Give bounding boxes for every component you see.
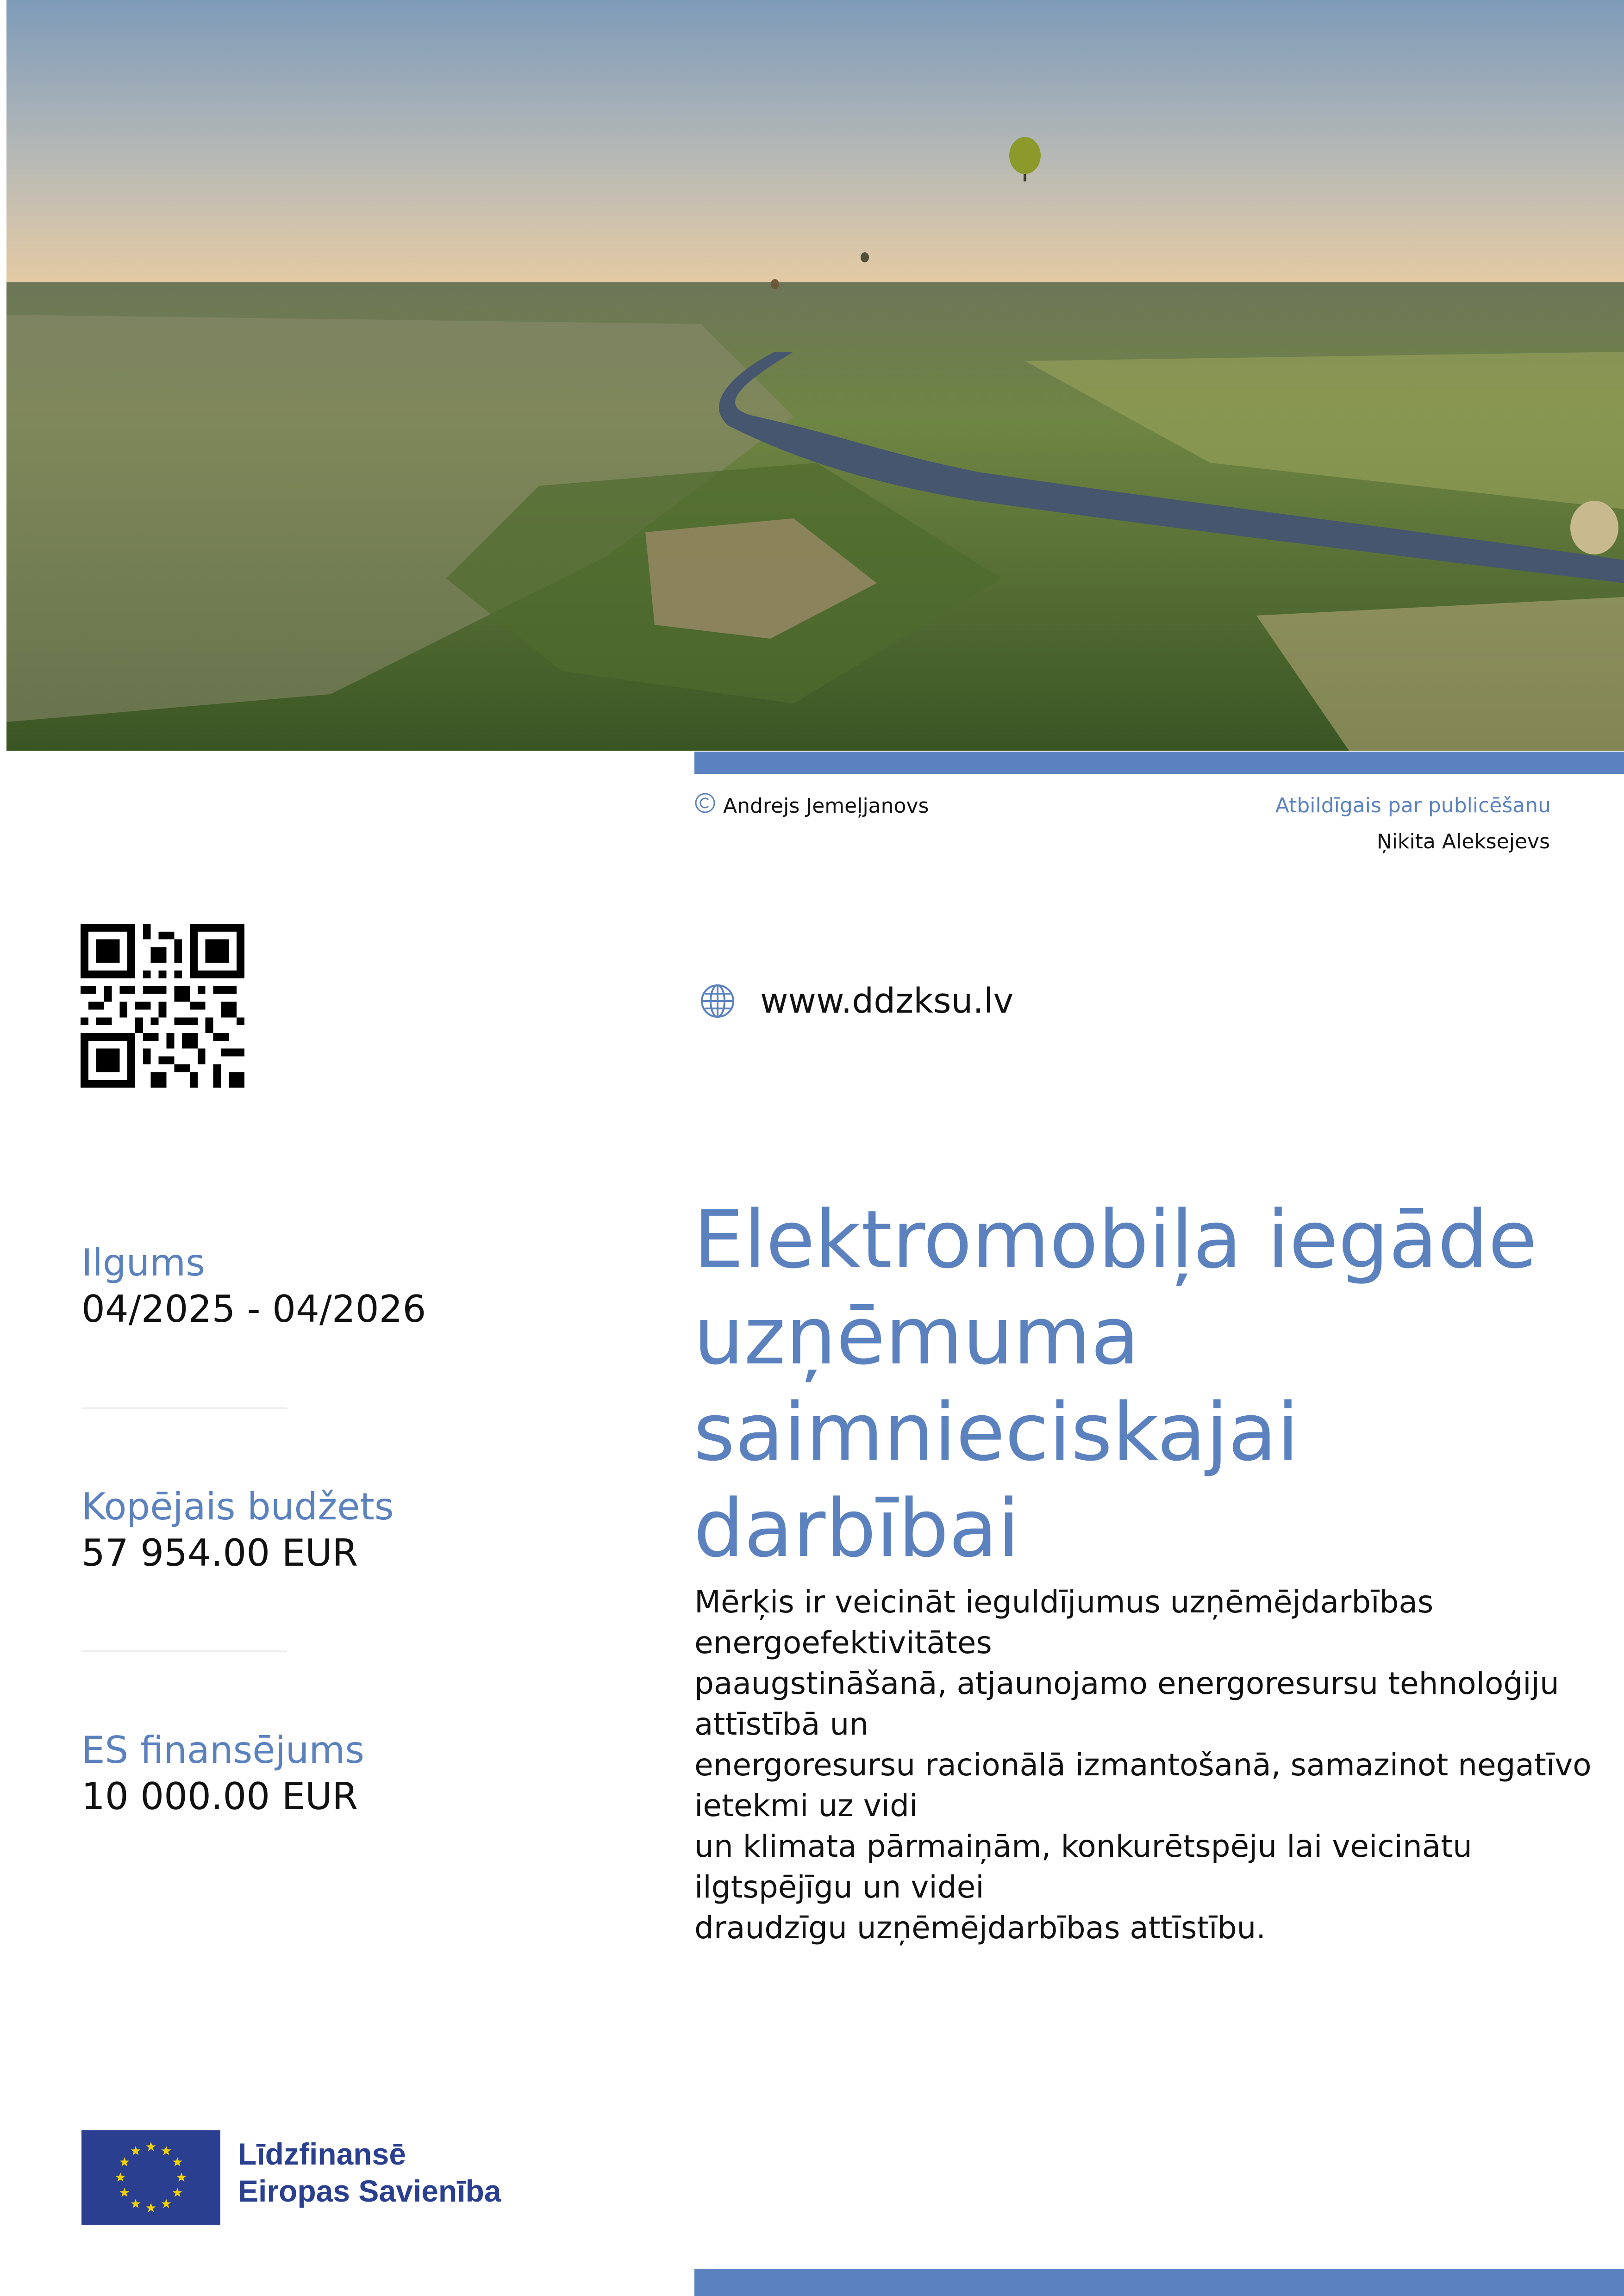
publication-responsible-label: Atbildīgais par publicēšanu — [1275, 794, 1551, 817]
divider — [81, 1650, 287, 1652]
accent-bar-top — [694, 752, 1624, 774]
eu-flag-icon — [81, 2130, 220, 2225]
divider — [81, 1407, 287, 1409]
copyright-icon — [694, 792, 723, 819]
eu-star — [173, 2188, 182, 2197]
duration-label: Ilgums — [81, 1241, 205, 1284]
globe-icon — [699, 983, 736, 1020]
eu-funding-label: ES finansējums — [81, 1729, 365, 1772]
eu-cofinanced-logo-text — [238, 2135, 501, 2209]
eu-star — [173, 2157, 182, 2166]
duration-value: 04/2025 - 04/2026 — [81, 1288, 426, 1331]
website-url[interactable]: www.ddzksu.lv — [760, 981, 1014, 1021]
project-description: Mērķis ir veicināt ieguldījumus uzņēmējdarbības energoefektivitātes paaugstināšanā, atjaunojamo energoresursu tehnoloģiju attīstībā un energoresursu racionālā izmantošanā, samazinot negatīvo ietekmi uz vidi un klimata pārmaiņām, konkurētspēju lai veicinātu ilgtspējīgu un videi draudzīgu uzņēmējdarbības attīstību. — [694, 1584, 1592, 1946]
accent-bar-bottom — [694, 2269, 1624, 2296]
website[interactable] — [699, 981, 1013, 1021]
eu-star — [116, 2172, 125, 2182]
publication-responsible-name: Ņikita Aleksejevs — [1376, 830, 1550, 853]
eu-star — [131, 2199, 141, 2208]
total-budget-label: Kopējais budžets — [81, 1485, 394, 1528]
aerial-photo — [6, 0, 1624, 751]
eu-star — [146, 2142, 156, 2151]
eu-star — [131, 2146, 141, 2155]
total-budget-value: 57 954.00 EUR — [81, 1531, 358, 1574]
eu-logo-line-1: Līdzfinansē — [238, 2137, 406, 2171]
aerial-landscape-illustration — [6, 0, 1624, 751]
eu-star — [146, 2203, 156, 2212]
photo-credit — [694, 792, 929, 819]
eu-funding-value: 10 000.00 EUR — [81, 1775, 358, 1818]
eu-star — [162, 2146, 171, 2155]
eu-star — [119, 2157, 129, 2166]
eu-star — [177, 2172, 187, 2182]
eu-star — [119, 2188, 129, 2197]
project-title: Elektromobiļa iegāde uzņēmuma saimnieciskajai darbībai — [693, 1193, 1537, 1575]
photo-credit-name: Andrejs Jemeļjanovs — [723, 794, 929, 818]
eu-star — [162, 2199, 171, 2208]
qr-code-icon[interactable] — [81, 924, 244, 1088]
eu-logo-line-2: Eiropas Savienība — [238, 2174, 501, 2208]
